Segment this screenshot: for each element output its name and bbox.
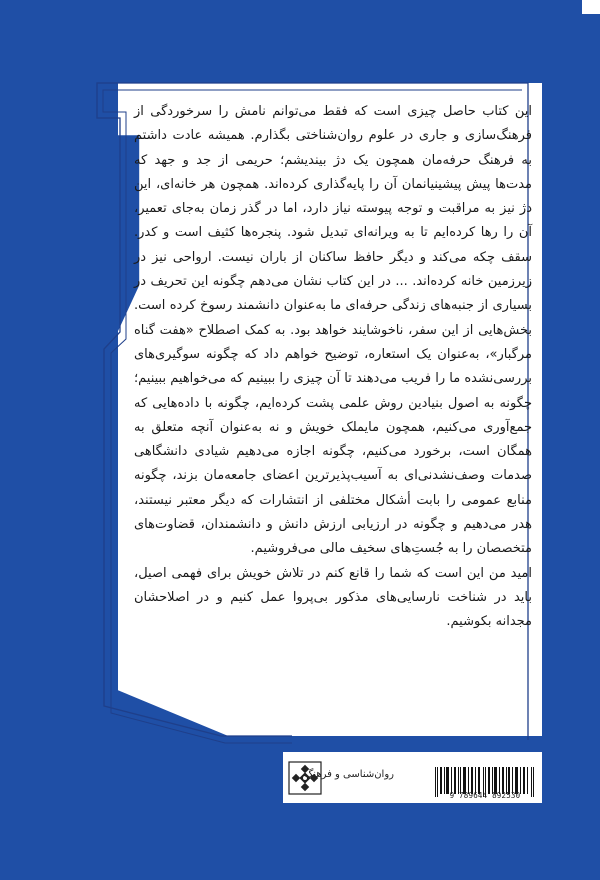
publisher-series-name: روان‌شناسی و فرهنگ [304, 769, 394, 780]
isbn-number: 9 789644 892530 [449, 791, 521, 800]
back-cover-blurb [134, 100, 532, 700]
footer-strip [283, 752, 542, 803]
blurb-paragraph: امید من این است که شما را قانع کنم در تلاش خویش برای فهمی اصیل، باید در شناخت نارسایی‌های مذکور بی‌پروا عمل کنیم و در اصلاحشان مجدانه بکوشیم. [134, 565, 532, 630]
blurb-paragraph: این کتاب حاصل چیزی است که فقط می‌توانم نامش را سرخوردگی از فرهنگ‌سازی و جاری در علوم روان‌شناختی بگذارم. همیشه عادت داشتم به فرهنگ حرفه‌مان همچون یک دژ بیندیشم؛ حریمی از جد و جهد که مدت‌ها پیش پیشینیانمان آن را پایه‌گذاری کرده‌اند. همچون هر خانه‌ای، این دژ نیز به مراقبت و توجه پیوسته نیاز دارد، اما در گذر زمان به‌جای تعمیر، آن را رها کرده‌ایم تا به ویرانه‌ای تبدیل شود. پنجره‌ها کثیف است و کدر. سقف چکه می‌کند و دیگر حافظ ساکنان از باران نیست. ارواحی نیز در زیرزمین خانه کرده‌اند. ... در این کتاب نشان می‌دهم چگونه این تحریف در بسیاری از جنبه‌های زندگی حرفه‌ای ما به‌عنوان دانشمند رسوخ کرده است. بخش‌هایی از این سفر، ناخوشایند خواهد بود. به کمک اصطلاح «هفت گناه مرگبار»، به‌عنوان یک استعاره، توضیح خواهم داد که چگونه سوگیری‌های بررسی‌نشده ما را فریب می‌دهند تا آن چیزی را ببینیم که می‌خواهیم ببینیم؛ چگونه به اصول بنیادین روش علمی پشت کرده‌ایم، چگونه با داده‌هایی که جمع‌آوری می‌کنیم، همچون مایملک خویش و نه به‌عنوان آنچه متعلق به همگان است، برخورد می‌کنیم، چگونه اجازه می‌دهیم شیادی دانشگاهی صدمات وصف‌نشدنی‌ای به آسیب‌پذیرترین اعضای جامعه‌مان بزند، چگونه منابع عمومی را بابت أشکال مختلفی از انتشارات که دیگر معتبر نیستند، هدر می‌دهیم و چگونه در ارزیابی ارزش دانش و دانشمندان، قضاوت‌های متخصصان را به جُستِ‌های سخیف مالی می‌فروشیم. [134, 104, 532, 557]
